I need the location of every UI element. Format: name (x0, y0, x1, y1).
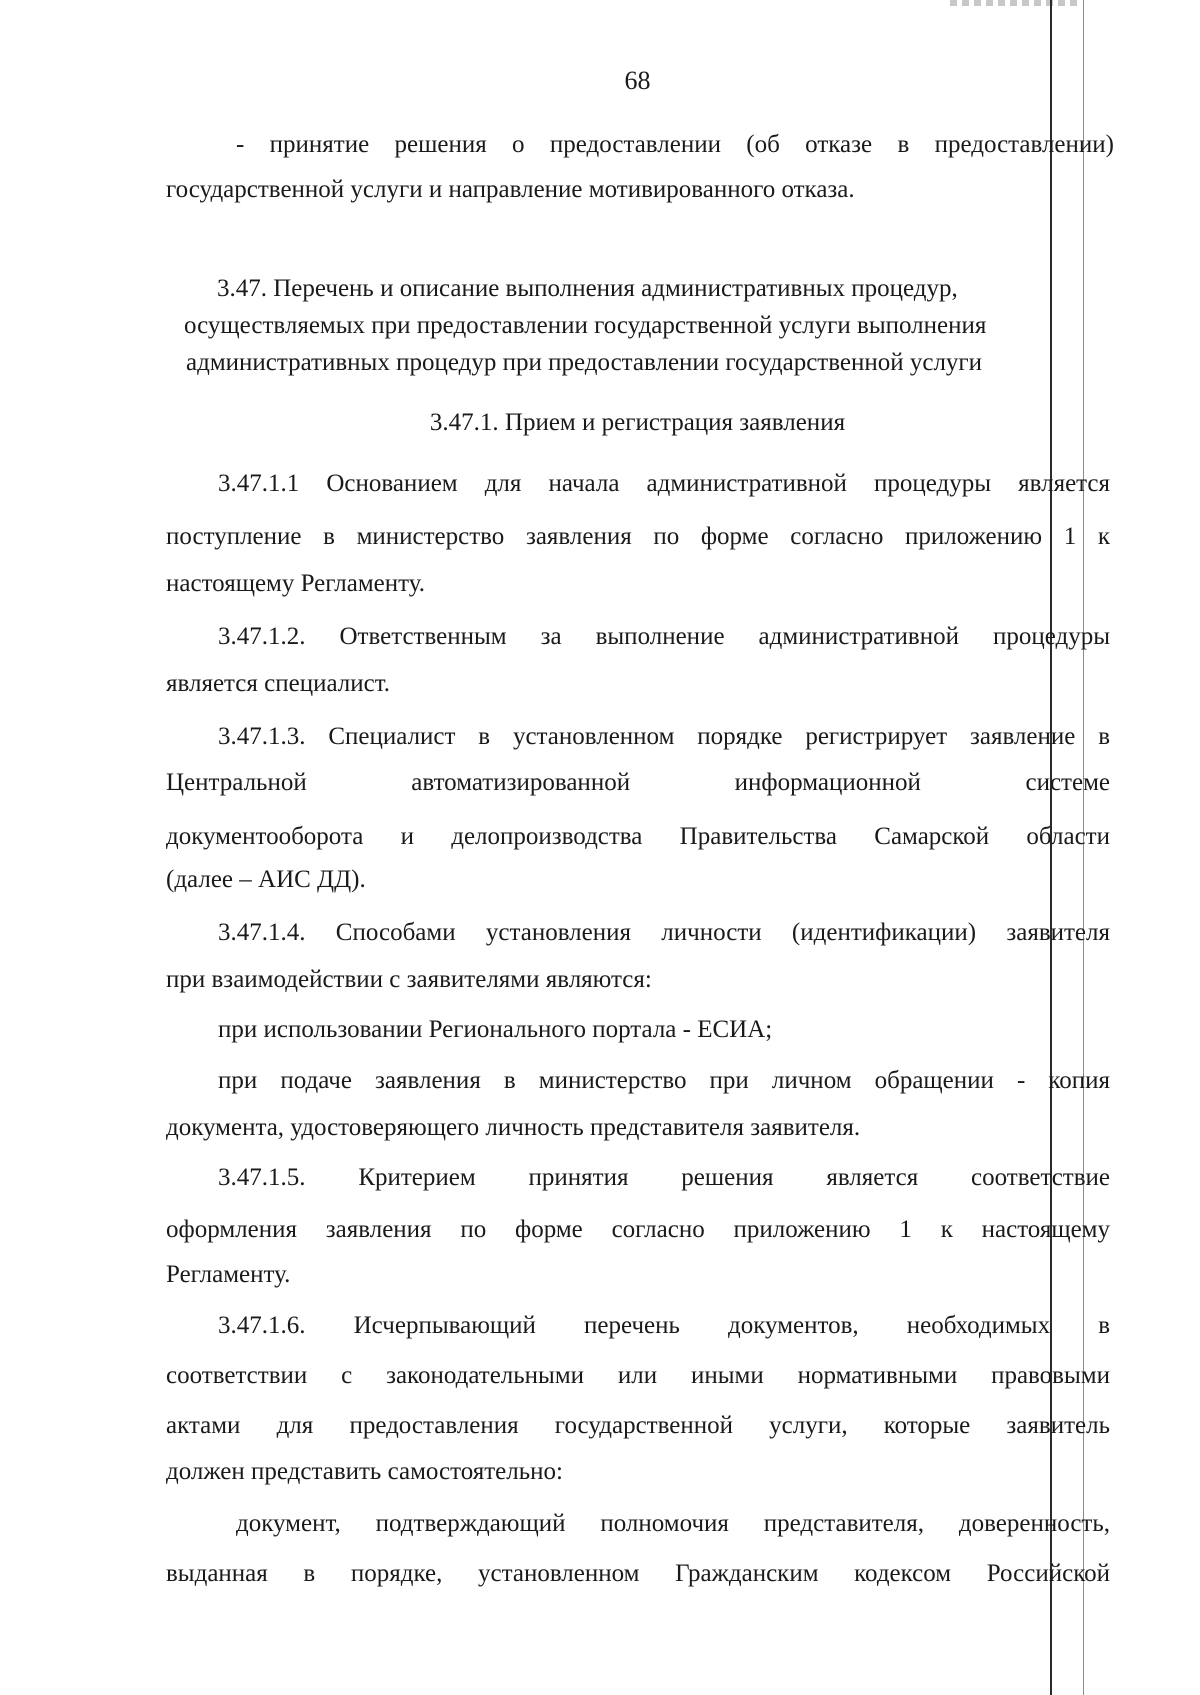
section-heading-line: административных процедур при предоставлении государственной услуги (186, 349, 983, 376)
paragraph-line: (далее – АИС ДД). (166, 866, 366, 893)
paragraph-line: 3.47.1.6. Исчерпывающий перечень документов, необходимых в (218, 1312, 1110, 1339)
paragraph-line: при использовании Регионального портала - ЕСИА; (218, 1016, 773, 1043)
paragraph-line: выданная в порядке, установленном Гражданским кодексом Российской (166, 1560, 1110, 1587)
paragraph-line: при подаче заявления в министерство при личном обращении - копия (218, 1067, 1110, 1094)
section-heading-line: осуществляемых при предоставлении государственной услуги выполнения (184, 312, 987, 339)
text-line: государственной услуги и направление мотивированного отказа. (166, 176, 855, 203)
paragraph-line: документооборота и делопроизводства Правительства Самарской области (166, 823, 1110, 850)
paragraph-line: при взаимодействии с заявителями являются: (166, 966, 652, 993)
paragraph-line: должен представить самостоятельно: (166, 1458, 563, 1485)
paragraph-line: 3.47.1.5. Критерием принятия решения является соответствие (218, 1164, 1110, 1191)
paragraph-line: Центральной автоматизированной информационной системе (166, 769, 1110, 796)
paragraph-line: документа, удостоверяющего личность представителя заявителя. (166, 1114, 861, 1141)
section-heading-line: 3.47. Перечень и описание выполнения административных процедур, (217, 275, 958, 302)
paragraph-line: соответствии с законодательными или иными нормативными правовыми (166, 1362, 1110, 1389)
paragraph-line: 3.47.1.3. Специалист в установленном порядке регистрирует заявление в (218, 723, 1110, 750)
paragraph-line: документ, подтверждающий полномочия представителя, доверенность, (236, 1510, 1110, 1537)
paragraph-line: 3.47.1.1 Основанием для начала административной процедуры является (218, 470, 1110, 497)
page-number: 68 (624, 66, 651, 95)
paragraph-line: является специалист. (166, 670, 391, 697)
paragraph-line: актами для предоставления государственной услуги, которые заявитель (166, 1412, 1110, 1439)
scan-artifact-mark (950, 0, 1080, 6)
paragraph-line: оформления заявления по форме согласно приложению 1 к настоящему (166, 1216, 1110, 1243)
text-line: - принятие решения о предоставлении (об отказе в предоставлении) (236, 131, 1114, 158)
paragraph-line: 3.47.1.2. Ответственным за выполнение административной процедуры (218, 623, 1110, 650)
paragraph-line: Регламенту. (166, 1261, 291, 1288)
paragraph-line: поступление в министерство заявления по форме согласно приложению 1 к (166, 523, 1110, 550)
subsection-heading: 3.47.1. Прием и регистрация заявления (429, 409, 846, 436)
paragraph-line: настоящему Регламенту. (166, 570, 425, 597)
paragraph-line: 3.47.1.4. Способами установления личности (идентификации) заявителя (218, 919, 1110, 946)
